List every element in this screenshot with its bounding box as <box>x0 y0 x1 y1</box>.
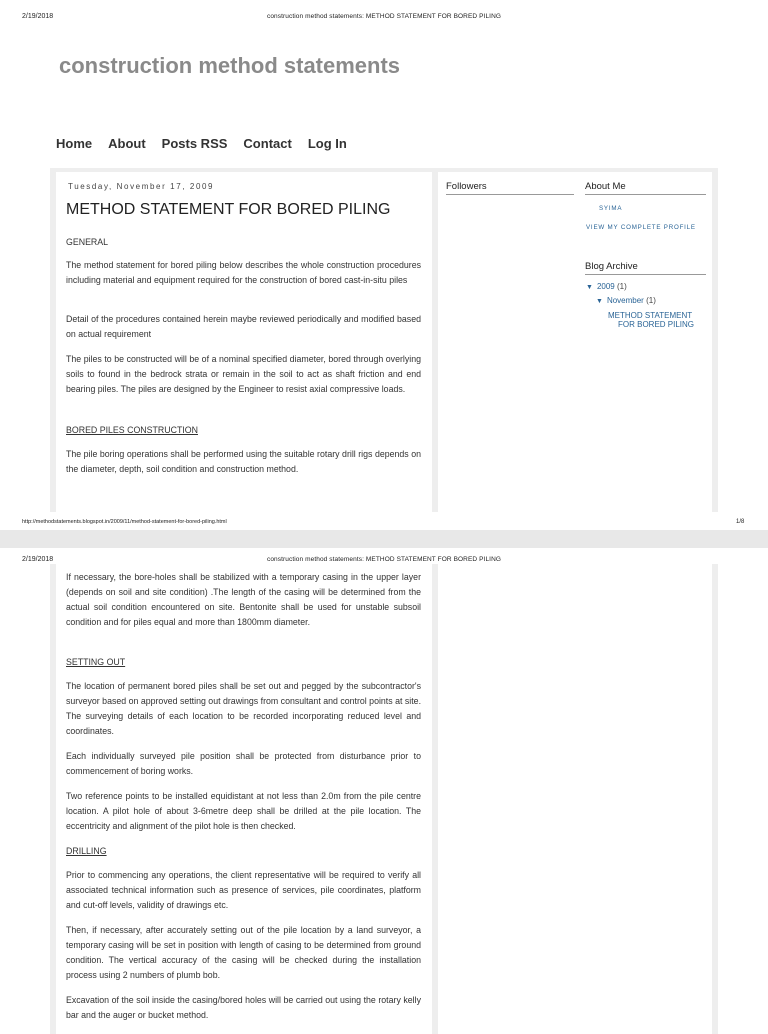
archive-year-count: (1) <box>616 282 627 291</box>
print-footer-url: http://methodstatements.blogspot.in/2009/11/method-statement-for-bored-piling.html <box>22 519 227 525</box>
expand-triangle-icon[interactable]: ▼ <box>586 284 593 291</box>
paragraph: Each individually surveyed pile position shall be protected from disturbance prior to commencement of boring works. <box>66 751 421 776</box>
section-general: GENERAL <box>66 237 109 247</box>
print-date: 2/19/2018 <box>22 556 54 563</box>
print-header-title: construction method statements: METHOD STATEMENT FOR BORED PILING <box>266 13 502 20</box>
print-page-2 <box>0 548 768 1024</box>
nav-posts-rss[interactable]: Posts RSS <box>161 136 228 151</box>
paragraph: The method statement for bored piling below describes the whole construction procedures including material and equipment required for the construction of bored cast-in-situ piles <box>66 260 421 285</box>
post-title: METHOD STATEMENT FOR BORED PILING <box>66 201 391 218</box>
paragraph: Excavation of the soil inside the casing/bored holes will be carried out using the rotary kelly bar and the auger or bucket method. <box>66 995 421 1020</box>
nav-contact[interactable]: Contact <box>243 136 292 151</box>
blog-archive-title: Blog Archive <box>585 261 706 275</box>
paragraph: The location of permanent bored piles shall be set out and pegged by the subcontractor's surveyor based on approved setting out drawings from consultant and control points at site. The surveying details of each location to be recorded incorporating reduced level and coordinates. <box>66 681 422 736</box>
print-date: 2/19/2018 <box>22 13 54 20</box>
paragraph: Two reference points to be installed equidistant at not less than 2.0m from the pile centre location. A pilot hole of about 3-6metre deep shall be drilled at the pile location. The eccentricity and alignment of the pilot hole is then checked. <box>66 791 421 831</box>
main-nav <box>56 136 347 151</box>
profile-link[interactable]: VIEW MY COMPLETE PROFILE <box>586 224 696 231</box>
paragraph: Then, if necessary, after accurately setting out of the pile location by a land surveyor, a temporary casing will be set in position with length of casing to be determined from ground condition. The vertical accuracy of the casing will be checked during the installation process using 2 numbers of plumb bob. <box>66 925 421 980</box>
sidebar <box>438 172 712 512</box>
post-column <box>56 172 432 512</box>
author-link[interactable]: SYIMA <box>599 205 623 212</box>
paragraph: The pile boring operations shall be performed using the suitable rotary drill rigs depends on the diameter, depth, soil condition and construction method. <box>66 449 421 474</box>
post-column <box>56 564 432 1034</box>
page-separator <box>0 530 768 548</box>
print-page-number: 1/8 <box>736 519 745 525</box>
nav-about[interactable]: About <box>108 136 146 151</box>
archive-post-link[interactable] <box>608 311 694 329</box>
archive-post-link-line1[interactable]: METHOD STATEMENT <box>608 311 693 320</box>
followers-title: Followers <box>446 181 574 195</box>
blog-title[interactable]: construction method statements <box>59 53 401 78</box>
post-date: Tuesday, November 17, 2009 <box>68 182 215 191</box>
archive-month-label[interactable]: November <box>606 296 644 305</box>
print-header-title: construction method statements: METHOD STATEMENT FOR BORED PILING <box>266 556 502 563</box>
paragraph: Prior to commencing any operations, the client representative will be required to verify all associated technical information such as presence of services, pile coordinates, platform and cut-off levels, validity of drawings etc. <box>66 870 421 910</box>
paragraph: Detail of the procedures contained herein maybe reviewed periodically and modified based on actual requirement <box>66 314 421 339</box>
archive-year-label[interactable]: 2009 <box>596 282 615 291</box>
archive-month-count: (1) <box>646 296 656 305</box>
heading-bored-piles: BORED PILES CONSTRUCTION <box>66 425 198 435</box>
sidebar <box>438 564 712 1034</box>
archive-month[interactable] <box>596 296 656 305</box>
about-me-title: About Me <box>585 181 706 195</box>
nav-log-in[interactable]: Log In <box>307 136 347 151</box>
archive-year[interactable] <box>586 282 627 291</box>
paragraph: The piles to be constructed will be of a nominal specified diameter, bored through overlying soils to found in the bedrock strata or remain in the soil to act as shaft friction and end bearing piles. The piles are designed by the Engineer to resist axial compressive loads. <box>66 354 421 394</box>
heading-drilling: DRILLING <box>66 846 107 856</box>
expand-triangle-icon[interactable]: ▼ <box>596 298 603 305</box>
archive-post-link-line2[interactable]: FOR BORED PILING <box>618 320 695 329</box>
paragraph: If necessary, the bore-holes shall be stabilized with a temporary casing in the upper layer (depends on soil and site condition) .The length of the casing will be determined from the actual soil condition encountered on site. Bentonite shall be used for unstable subsoil condition and for piles equal and more than 1800mm diameter. <box>66 572 421 627</box>
nav-home[interactable]: Home <box>56 136 93 151</box>
heading-setting-out: SETTING OUT <box>66 657 126 667</box>
